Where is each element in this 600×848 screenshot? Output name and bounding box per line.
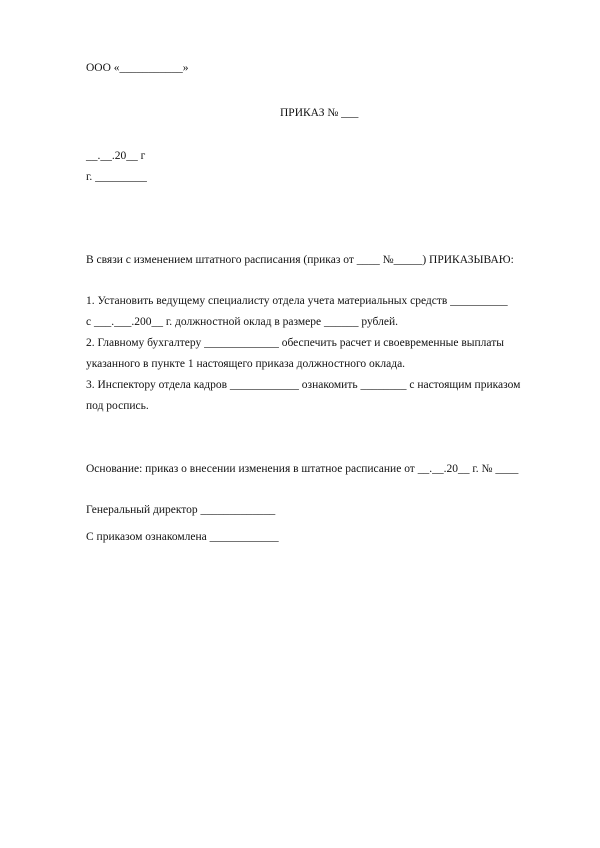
acquainted-signature-line: С приказом ознакомлена ____________ (86, 531, 279, 543)
order-city: г. _________ (86, 171, 147, 183)
order-item-1-line-1: 1. Установить ведущему специалисту отдела учета материальных средств __________ (86, 295, 508, 307)
order-title: ПРИКАЗ № ___ (280, 107, 359, 119)
order-item-2-line-2: указанного в пункте 1 настоящего приказа должностного оклада. (86, 358, 406, 370)
order-item-3-line-2: под роспись. (86, 400, 149, 412)
company-name: ООО «___________» (86, 62, 189, 74)
order-basis: Основание: приказ о внесении изменения в штатное расписание от __.__.20__ г. № ____ (86, 463, 519, 475)
order-item-1-line-2: с ___.___.200__ г. должностной оклад в размере ______ рублей. (86, 316, 398, 328)
director-signature-line: Генеральный директор _____________ (86, 504, 276, 516)
order-item-3-line-1: 3. Инспектору отдела кадров ____________ ознакомить ________ с настоящим приказом (86, 379, 521, 391)
order-date: __.__.20__ г (86, 150, 146, 162)
order-item-2-line-1: 2. Главному бухгалтеру _____________ обеспечить расчет и своевременные выплаты (86, 337, 504, 349)
order-intro: В связи с изменением штатного расписания (приказ от ____ №_____) ПРИКАЗЫВАЮ: (86, 254, 514, 266)
